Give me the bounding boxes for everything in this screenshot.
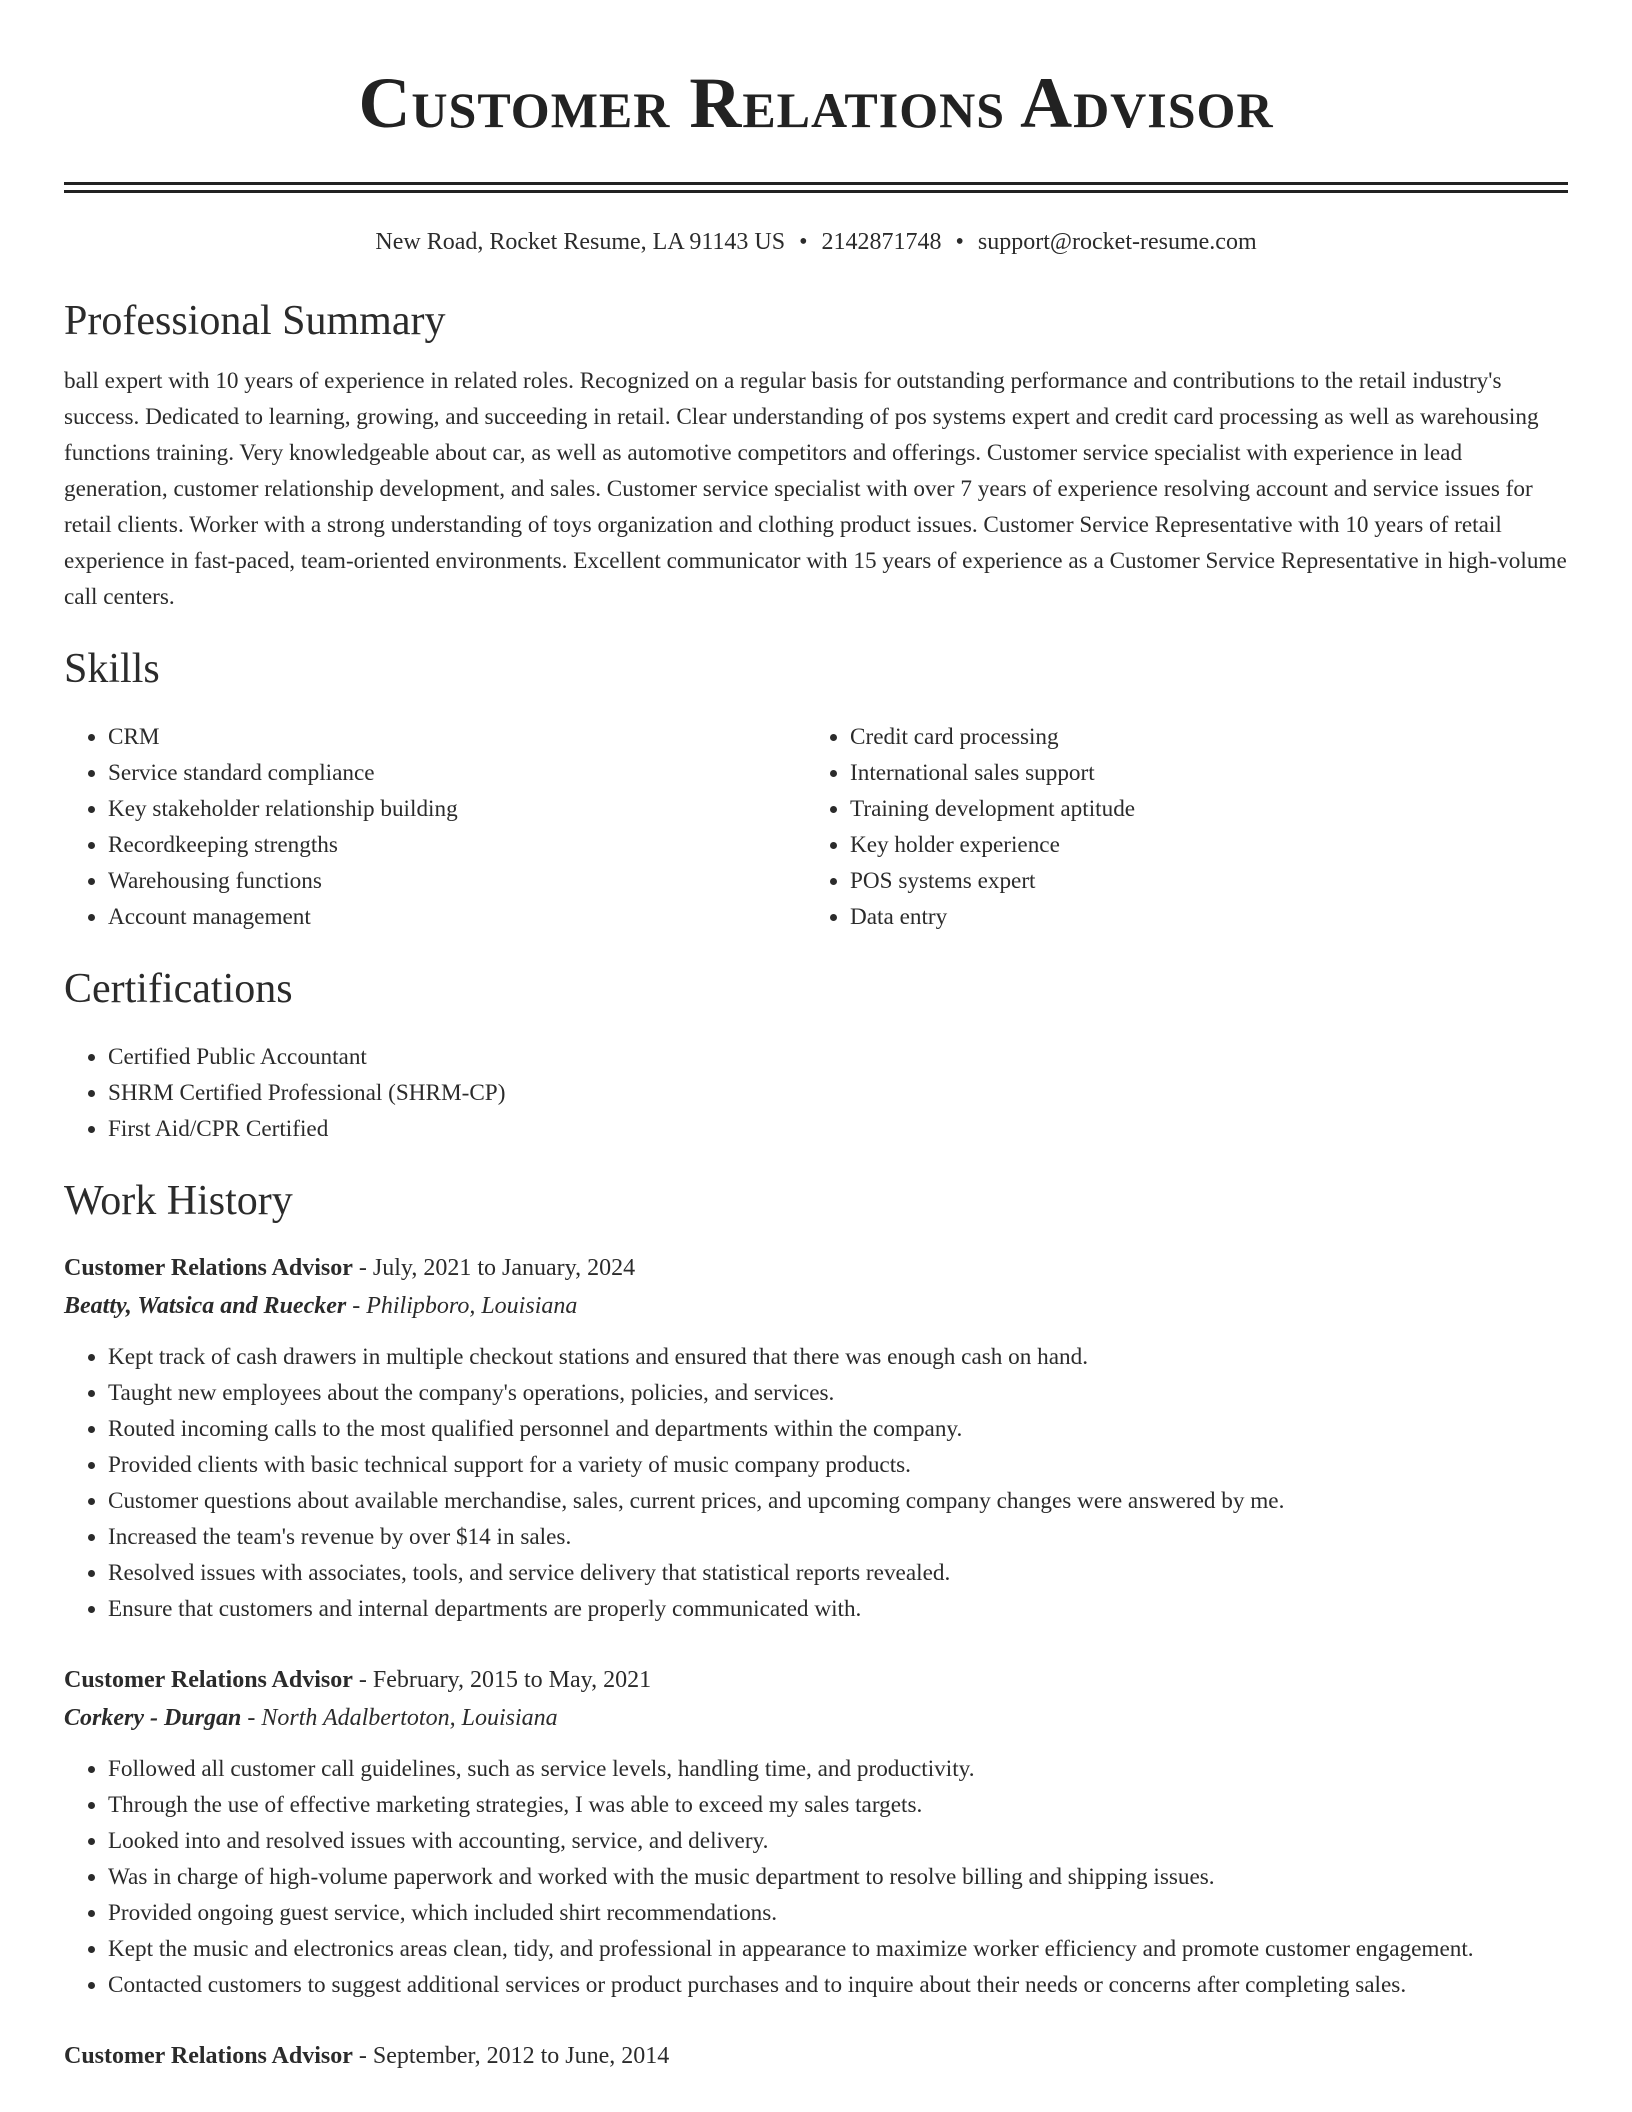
skill-item: • Training development aptitude [850,791,1548,827]
summary-text: ball expert with 10 years of experience in related roles. Recognized on a regular basis for outstanding performance and contributions to the retail industry's success. Dedicated to learning, growing, and succeeding in retail. Clear understanding of pos systems expert and credit card processing as well as warehousing functions training. Very knowledgeable about car, as well as automotive competitors and offerings. Customer service specialist with experience in lead generation, customer relationship development, and sales. Customer service specialist with over 7 years of experience resolving account and service issues for retail clients. Worker with a strong understanding of toys organization and clothing product issues. Customer Service Representative with 10 years of retail experience in fast-paced, team-oriented environments. Excellent communicator with 15 years of experience as a Customer Service Representative in high-volume call centers. [64,368,1567,610]
job-company-line: Corkery - Durgan - North Adalbertoton, Louisiana [64,1705,558,1731]
certification-item: • Certified Public Accountant [108,1039,1568,1075]
job-bullet: • Kept the music and electronics areas clean, tidy, and professional in appearance to maximize worker efficiency and promote customer engagement. [108,1931,1568,1967]
job-bullet: • Taught new employees about the company's operations, policies, and services. [108,1375,1568,1411]
skills-column-right [806,719,1548,935]
skill-item: • POS systems expert [850,863,1548,899]
job-bullet: • Ensure that customers and internal departments are properly communicated with. [108,1591,1568,1627]
job-location: Philipboro, Louisiana [366,1293,578,1319]
job-bullet: • Routed incoming calls to the most qualified personnel and departments within the company. [108,1411,1568,1447]
job-title-line: Customer Relations Advisor - February, 2015 to May, 2021 [64,1667,652,1693]
skill-item: • Recordkeeping strengths [108,827,806,863]
job-company-line: Beatty, Watsica and Ruecker - Philipboro, Louisiana [64,1293,578,1319]
job-entry [64,2037,1568,2075]
title-double-rule [64,182,1568,193]
job-bullet: • Provided clients with basic technical support for a variety of music company products. [108,1447,1568,1483]
skill-item: • International sales support [850,755,1548,791]
job-bullet: • Was in charge of high-volume paperwork and worked with the music department to resolve billing and shipping issues. [108,1859,1568,1895]
skill-item: • Key holder experience [850,827,1548,863]
job-bullet: • Looked into and resolved issues with accounting, service, and delivery. [108,1823,1568,1859]
work-history-heading: Work History [64,1178,293,1224]
job-title-line: Customer Relations Advisor - September, 2012 to June, 2014 [64,2043,670,2069]
job-dates: September, 2012 to June, 2014 [372,2043,670,2069]
resume-title: Customer Relations Advisor [358,63,1274,143]
job-bullet: • Contacted customers to suggest additional services or product purchases and to inquire about their needs or concerns after completing sales. [108,1967,1568,2003]
skills-list [64,719,1568,935]
job-bullet: • Through the use of effective marketing strategies, I was able to exceed my sales targets. [108,1787,1568,1823]
job-bullets [64,1339,1568,1627]
job-bullet: • Followed all customer call guidelines, such as service levels, handling time, and productivity. [108,1751,1568,1787]
summary-heading: Professional Summary [64,298,446,344]
job-bullet: • Customer questions about available merchandise, sales, current prices, and upcoming company changes were answered by me. [108,1483,1568,1519]
certification-item: • SHRM Certified Professional (SHRM-CP) [108,1075,1568,1111]
job-bullet: • Kept track of cash drawers in multiple checkout stations and ensured that there was enough cash on hand. [108,1339,1568,1375]
job-title: Customer Relations Advisor [64,1667,353,1693]
job-company: Corkery - Durgan [64,1705,242,1731]
job-title: Customer Relations Advisor [64,1255,353,1281]
skill-item: • Data entry [850,899,1548,935]
skills-column-left [64,719,806,935]
certifications-list [64,1039,1568,1147]
job-company: Beatty, Watsica and Ruecker [64,1293,347,1319]
skill-item: • Service standard compliance [108,755,806,791]
contact-email: support@rocket-resume.com [977,229,1257,255]
job-entry [64,1661,1568,2003]
contact-address: New Road, Rocket Resume, LA 91143 US [375,229,786,255]
job-dates: July, 2021 to January, 2024 [372,1255,636,1281]
job-location: North Adalbertoton, Louisiana [261,1705,558,1731]
skill-item: • Account management [108,899,806,935]
contact-line [64,227,1568,257]
job-title-line: Customer Relations Advisor - July, 2021 to January, 2024 [64,1255,636,1281]
job-bullet: • Resolved issues with associates, tools, and service delivery that statistical reports revealed. [108,1555,1568,1591]
job-title: Customer Relations Advisor [64,2043,353,2069]
job-bullet: • Increased the team's revenue by over $14 in sales. [108,1519,1568,1555]
skills-heading: Skills [64,646,160,692]
skill-item: • Credit card processing [850,719,1548,755]
skill-item: • Key stakeholder relationship building [108,791,806,827]
contact-phone: 2142871748 [821,229,942,255]
job-dates: February, 2015 to May, 2021 [372,1667,652,1693]
contact-separator: • [799,229,808,255]
skill-item: • CRM [108,719,806,755]
certification-item: • First Aid/CPR Certified [108,1111,1568,1147]
job-bullet: • Provided ongoing guest service, which included shirt recommendations. [108,1895,1568,1931]
certifications-heading: Certifications [64,966,293,1012]
contact-separator: • [955,229,964,255]
skill-item: • Warehousing functions [108,863,806,899]
job-bullets [64,1751,1568,2003]
job-entry [64,1249,1568,1627]
